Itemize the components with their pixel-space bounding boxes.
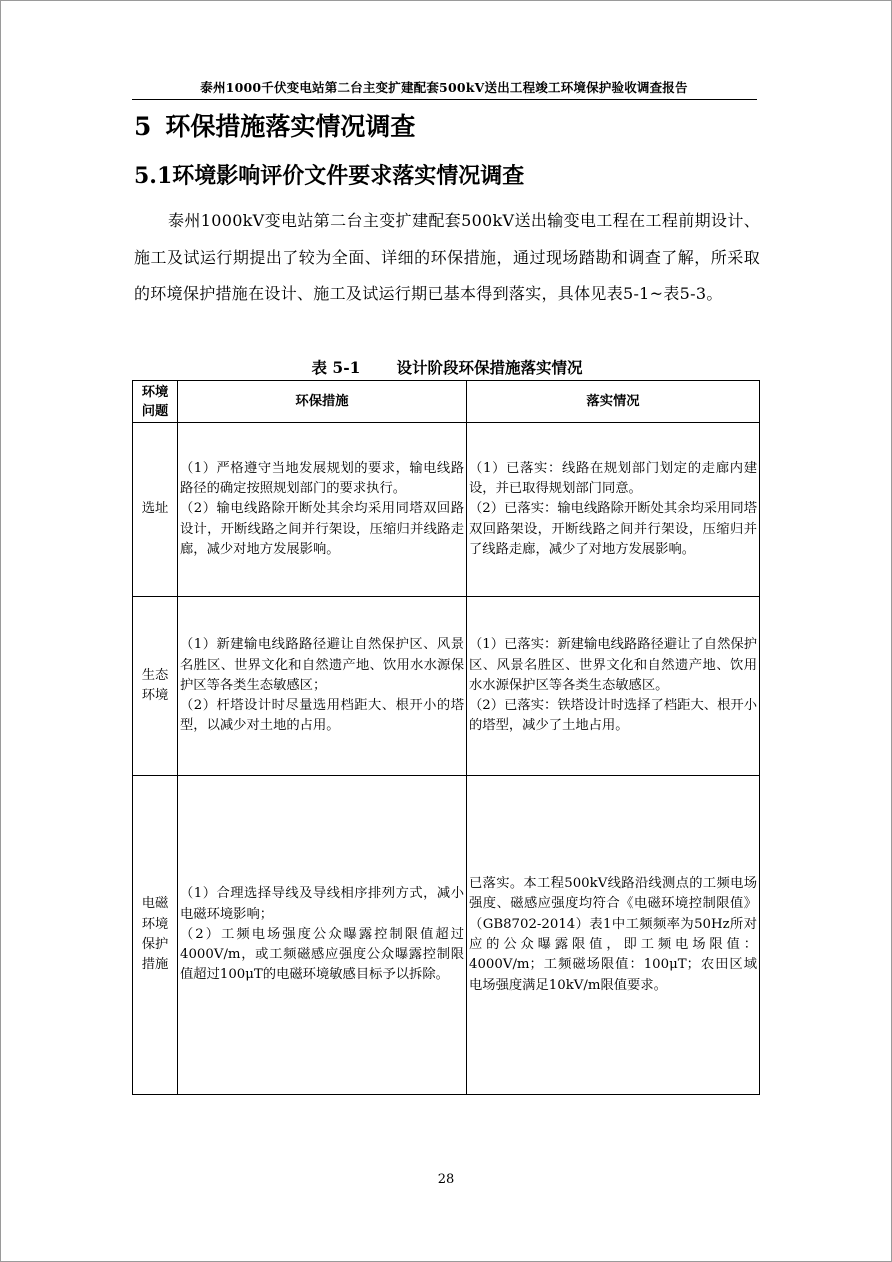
row-status-cell <box>467 423 760 597</box>
row-category-text: 生态 <box>141 667 169 683</box>
status-item: （1）已落实：线路在规划部门划定的走廊内建设，并已取得规划部门同意。 <box>469 460 757 497</box>
measure-item: （1）严格遵守当地发展规划的要求，输电线路路径的确定按照规划部门的要求执行。 <box>180 460 464 497</box>
header-divider <box>132 99 757 100</box>
running-header: 泰州1000千伏变电站第二台主变扩建配套500kV送出工程竣工环境保护验收调查报告 <box>200 80 688 95</box>
table-header-row <box>133 381 760 423</box>
row-category-cell <box>133 423 178 597</box>
table-row <box>133 776 760 1095</box>
status-item: 已落实。本工程500kV线路沿线测点的工频电场强度、磁感应强度均符合《电磁环境控制限值》（GB8702-2014）表1中工频频率为50Hz所对应的公众曝露限值，即工频电场限值：4000V/m；工频磁场限值：100μT；农田区域电场强度满足10kV/m限值要求。 <box>469 876 757 993</box>
chapter-title <box>134 107 415 143</box>
row-category-text: 保护 <box>141 937 169 952</box>
measure-item: （2）杆塔设计时尽量选用档距大、根开小的塔型，以减少对土地的占用。 <box>180 698 464 734</box>
measure-item: （2）输电线路除开断处其余均采用同塔双回路设计，开断线路之间并行架设，压缩归并线路走廊，减少对地方发展影响。 <box>180 501 464 557</box>
row-category-cell <box>133 776 178 1095</box>
row-category-text: 电磁 <box>141 896 169 912</box>
table-caption-number: 表 5-1 <box>311 358 361 377</box>
status-item: （2）已落实：铁塔设计时选择了档距大、根开小的塔型，减少了土地占用。 <box>469 698 757 734</box>
row-category-cell <box>133 597 178 776</box>
table-caption <box>134 356 760 378</box>
measure-item: （1）新建输电线路路径避让自然保护区、风景名胜区、世界文化和自然遗产地、饮用水水源保护区等各类生态敏感区； <box>180 637 464 693</box>
status-item: （1）已落实：新建输电线路路径避让了自然保护区、风景名胜区、世界文化和自然遗产地、饮用水水源保护区等各类生态敏感区。 <box>469 637 757 693</box>
row-category-text: 环境 <box>141 688 169 703</box>
row-category-text: 环境 <box>141 916 169 932</box>
measure-item: （1）合理选择导线及导线相序排列方式，减小电磁环境影响； <box>180 886 464 922</box>
column-header-issue-line: 环境 <box>141 384 169 400</box>
row-measures-cell <box>178 597 467 776</box>
column-header-status: 落实情况 <box>467 381 760 423</box>
measure-item: （2）工频电场强度公众曝露控制限值超过4000V/m，或工频磁感应强度公众曝露控制限值超过100μT的电磁环境敏感目标予以拆除。 <box>180 926 464 983</box>
section-number: 5.1 <box>134 163 173 189</box>
row-category-text: 措施 <box>141 957 169 973</box>
measures-table <box>132 380 760 1095</box>
row-measures-cell <box>178 423 467 597</box>
page-number: 28 <box>437 1172 455 1187</box>
table-caption-title: 设计阶段环保措施落实情况 <box>396 358 583 377</box>
status-item: （2）已落实：输电线路除开断处其余均采用同塔双回路架设，开断线路之间并行架设，压缩归并了线路走廊，减少了对地方发展影响。 <box>469 501 757 557</box>
row-status-cell <box>467 776 760 1095</box>
section-title-text: 环境影响评价文件要求落实情况调查 <box>172 163 525 189</box>
table-row <box>133 423 760 597</box>
table-row <box>133 597 760 776</box>
column-header-issue <box>133 381 178 423</box>
column-header-measures: 环保措施 <box>178 381 467 423</box>
chapter-title-text: 环保措施落实情况调查 <box>165 112 416 141</box>
chapter-number: 5 <box>134 112 152 141</box>
intro-paragraph: 泰州1000kV变电站第二台主变扩建配套500kV送出输变电工程在工程前期设计、施工及试运行期提出了较为全面、详细的环保措施，通过现场踏勘和调查了解，所采取的环境保护措施在设计、施工及试运行期已基本得到落实，具体见表5-1~表5-3。 <box>134 211 760 303</box>
row-category-text: 选址 <box>141 501 169 517</box>
row-status-cell <box>467 597 760 776</box>
column-header-issue-line: 问题 <box>141 403 169 419</box>
row-measures-cell <box>178 776 467 1095</box>
section-title <box>134 159 524 190</box>
